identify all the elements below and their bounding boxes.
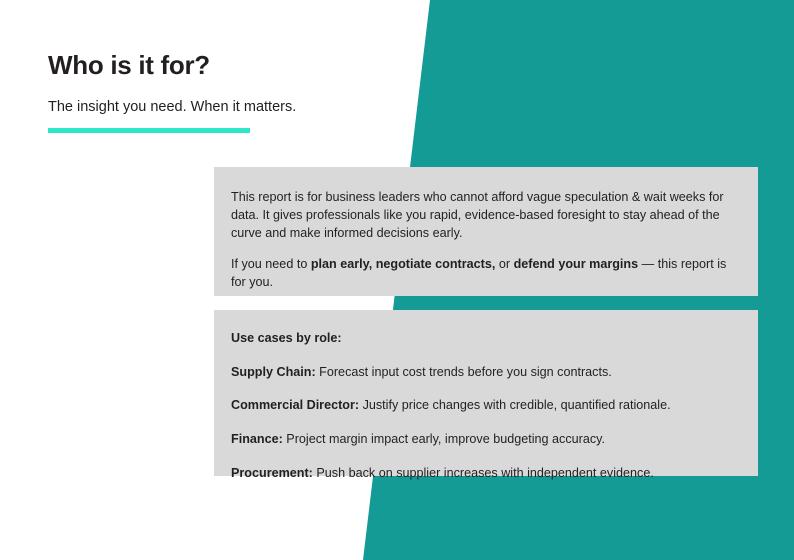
page-title: Who is it for?	[48, 50, 210, 80]
intro-card	[214, 167, 758, 296]
accent-underline	[48, 128, 250, 133]
use-case-row	[231, 364, 734, 382]
use-cases-card	[214, 310, 758, 480]
use-case-row	[231, 465, 734, 483]
use-case-text: Project margin impact early, improve budgeting accuracy.	[282, 431, 606, 446]
use-case-row	[231, 431, 734, 449]
page-subtitle: The insight you need. When it matters.	[48, 99, 297, 115]
intro-p2-mid: or	[495, 256, 514, 271]
use-case-text: Forecast input cost trends before you sign contracts.	[315, 364, 612, 379]
intro-p2-tail: — this report is for you.	[231, 256, 727, 289]
use-case-role: Commercial Director:	[231, 398, 360, 413]
intro-paragraph-1: This report is for business leaders who cannot afford vague speculation & wait weeks for data. It gives professionals like you rapid, evidence-based foresight to stay ahead of the curve and make informed decisions early.	[231, 190, 724, 240]
intro-p2-bold-2: defend your margins	[513, 256, 639, 271]
use-case-row	[231, 397, 734, 415]
use-case-text: Justify price changes with credible, quantified rationale.	[359, 398, 671, 413]
use-case-role: Finance:	[231, 431, 283, 446]
use-case-text: Push back on supplier increases with independent evidence.	[312, 465, 654, 480]
intro-paragraph-2	[231, 256, 734, 292]
use-case-role: Supply Chain:	[231, 364, 316, 379]
intro-p2-lead: If you need to	[231, 256, 311, 271]
intro-p2-bold-1: plan early, negotiate contracts,	[310, 256, 496, 271]
use-case-role: Procurement:	[231, 465, 313, 480]
use-cases-heading: Use cases by role:	[231, 331, 342, 345]
